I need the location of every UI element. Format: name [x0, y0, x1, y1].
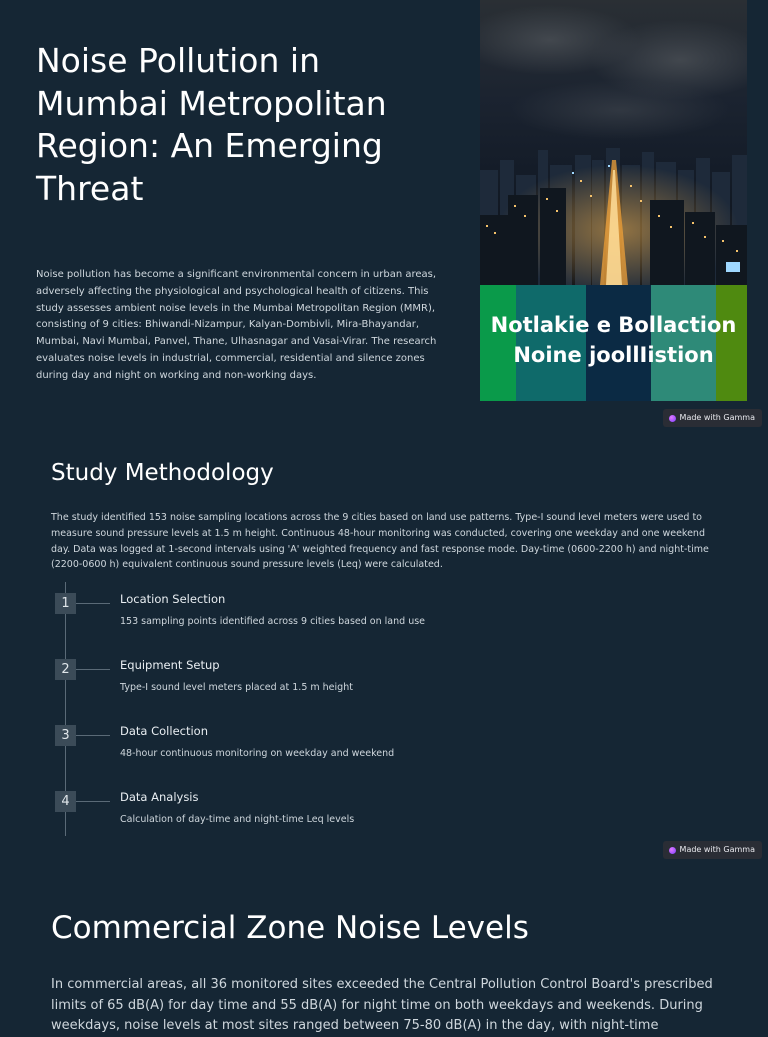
step-title: Equipment Setup [120, 658, 220, 672]
image-caption [480, 310, 747, 370]
step-description: Calculation of day-time and night-time Leq levels [120, 814, 355, 825]
hero-image [480, 0, 747, 401]
title-slide [0, 0, 768, 432]
methodology-paragraph: The study identified 153 noise sampling locations across the 9 cities based on land use patterns. Type-I sound level meters were used to measure sound pressure levels at 1.5 m height. Continuous 48-hour monitoring was conducted, covering one weekday and one weekend day. Data was logged at 1-second intervals using 'A' weighted frequency and fast response mode. Day-time (0600-2200 h) and night-time (2200-0600 h) equivalent continuous sound pressure levels (Leq) were calculated. [51, 512, 709, 571]
step-connector [76, 801, 110, 802]
step-connector [76, 603, 110, 604]
gamma-logo-icon [669, 847, 676, 854]
timeline-step [0, 780, 768, 830]
process-timeline [0, 582, 768, 837]
step-title: Data Collection [120, 724, 208, 738]
timeline-step [0, 714, 768, 764]
timeline-step [0, 582, 768, 632]
step-description: Type-I sound level meters placed at 1.5 m height [120, 682, 353, 693]
badge-label: Made with Gamma [679, 413, 755, 422]
timeline-step [0, 648, 768, 698]
step-connector [76, 669, 110, 670]
made-with-gamma-badge[interactable] [663, 841, 762, 859]
section-title: Study Methodology [51, 460, 274, 486]
commercial-paragraph: In commercial areas, all 36 monitored sites exceeded the Central Pollution Control Board's prescribed limits of 65 dB(A) for day time and 55 dB(A) for night time on both weekdays and weekends. During weekdays, noise levels at most sites ranged between 75-80 dB(A) in the day, with night-time [51, 977, 713, 1033]
step-number: 2 [55, 659, 76, 680]
step-number: 1 [55, 593, 76, 614]
badge-label: Made with Gamma [679, 845, 755, 854]
section-title: Commercial Zone Noise Levels [51, 910, 529, 946]
step-description: 48-hour continuous monitoring on weekday and weekend [120, 748, 395, 759]
intro-paragraph: Noise pollution has become a significant environmental concern in urban areas, adversely affecting the physiological and psychological health of citizens. This study assesses ambient noise levels in the Mumbai Metropolitan Region (MMR), consisting of 9 cities: Bhiwandi-Nizampur, Kalyan-Dombivli, Mira-Bhayandar, Mumbai, Navi Mumbai, Panvel, Thane, Ulhasnagar and Vasai-Virar. The research evaluates noise levels in industrial, commercial, residential and silence zones during day and night on working and non-working days. [36, 269, 437, 381]
image-caption-line1: Notlakie e Bollaction [490, 313, 737, 337]
methodology-slide [0, 432, 768, 864]
image-caption-line2: Noine joollIistion [513, 343, 714, 367]
step-title: Data Analysis [120, 790, 199, 804]
step-number: 3 [55, 725, 76, 746]
step-connector [76, 735, 110, 736]
step-title: Location Selection [120, 592, 226, 606]
slide-title: Noise Pollution in Mumbai Metropolitan Region: An Emerging Threat [36, 41, 387, 208]
commercial-zone-slide [0, 864, 768, 1033]
step-description: 153 sampling points identified across 9 cities based on land use [120, 616, 426, 627]
gamma-logo-icon [669, 415, 676, 422]
made-with-gamma-badge[interactable] [663, 409, 762, 427]
step-number: 4 [55, 791, 76, 812]
